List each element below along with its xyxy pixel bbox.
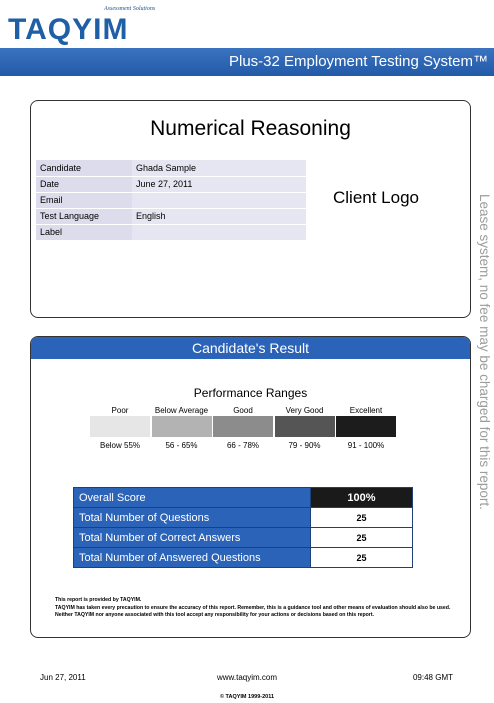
range-swatch bbox=[336, 416, 396, 437]
score-row bbox=[74, 508, 413, 528]
header-bar bbox=[0, 48, 494, 76]
system-title: Plus-32 Employment Testing System™ bbox=[229, 53, 488, 70]
score-label: Overall Score bbox=[74, 488, 311, 508]
info-row bbox=[36, 176, 306, 192]
logo-tagline: Assessment Solutions bbox=[104, 6, 156, 12]
result-header bbox=[31, 337, 470, 359]
performance-ranges-title: Performance Ranges bbox=[193, 386, 308, 400]
range-swatch bbox=[275, 416, 335, 437]
score-value: 25 bbox=[311, 548, 413, 568]
info-value: June 27, 2011 bbox=[132, 176, 306, 192]
score-value: 25 bbox=[311, 508, 413, 528]
info-label: Date bbox=[36, 176, 132, 192]
disclaimer-line: This report is provided by TAQYIM. bbox=[55, 597, 142, 603]
score-label: Total Number of Questions bbox=[74, 508, 311, 528]
range-name: Excellent bbox=[349, 406, 383, 415]
score-value: 25 bbox=[311, 528, 413, 548]
info-value: Ghada Sample bbox=[132, 160, 306, 176]
disclaimer-line: TAQYIM has taken every precaution to ensure the accuracy of this report. Remember, this is a guidance tool and other means of evaluation should also be used. Neither TAQYIM nor anyone associated with this tool accept any responsibility for your actions or decisions based on this report. bbox=[55, 604, 451, 619]
score-label: Total Number of Answered Questions bbox=[74, 548, 311, 568]
footer-url: www.taqyim.com bbox=[216, 673, 277, 682]
footer-time: 09:48 GMT bbox=[412, 673, 453, 682]
info-value bbox=[132, 224, 306, 240]
info-value: English bbox=[132, 208, 306, 224]
score-row bbox=[74, 548, 413, 568]
range-value: Below 55% bbox=[99, 441, 141, 450]
score-table bbox=[73, 487, 413, 568]
range-value: 79 - 90% bbox=[288, 441, 321, 450]
score-value: 100% bbox=[311, 488, 413, 508]
disclaimer bbox=[55, 597, 455, 620]
candidate-info-table bbox=[36, 160, 306, 241]
score-label: Total Number of Correct Answers bbox=[74, 528, 311, 548]
info-label: Label bbox=[36, 224, 132, 240]
info-row bbox=[36, 224, 306, 240]
candidate-result-panel bbox=[30, 336, 471, 638]
side-notice bbox=[476, 194, 494, 512]
footer-copyright: © TAQYIM 1999-2011 bbox=[219, 694, 275, 700]
range-name: Good bbox=[233, 406, 253, 415]
info-row bbox=[36, 208, 306, 224]
info-label: Candidate bbox=[36, 160, 132, 176]
client-logo-placeholder: Client Logo bbox=[333, 188, 420, 207]
range-name: Below Average bbox=[154, 406, 209, 415]
range-value: 56 - 65% bbox=[165, 441, 198, 450]
footer-date: Jun 27, 2011 bbox=[40, 673, 86, 682]
score-row bbox=[74, 488, 413, 508]
range-name: Poor bbox=[111, 406, 129, 415]
score-row bbox=[74, 528, 413, 548]
info-value bbox=[132, 192, 306, 208]
range-value: 66 - 78% bbox=[226, 441, 260, 450]
logo-wordmark: TAQYIM bbox=[8, 13, 129, 46]
candidate-info-panel bbox=[30, 100, 471, 318]
info-label: Email bbox=[36, 192, 132, 208]
range-swatch bbox=[90, 416, 150, 437]
range-swatch bbox=[152, 416, 212, 437]
info-row bbox=[36, 160, 306, 176]
report-title: Numerical Reasoning bbox=[150, 117, 351, 140]
range-value: 91 - 100% bbox=[347, 441, 385, 450]
range-name: Very Good bbox=[285, 406, 324, 415]
info-row bbox=[36, 192, 306, 208]
info-label: Test Language bbox=[36, 208, 132, 224]
taqyim-logo bbox=[8, 4, 183, 44]
range-swatch bbox=[213, 416, 273, 437]
result-header-title: Candidate's Result bbox=[191, 340, 310, 356]
side-notice-text: Lease system, no fee may be charged for this report. bbox=[477, 194, 492, 510]
